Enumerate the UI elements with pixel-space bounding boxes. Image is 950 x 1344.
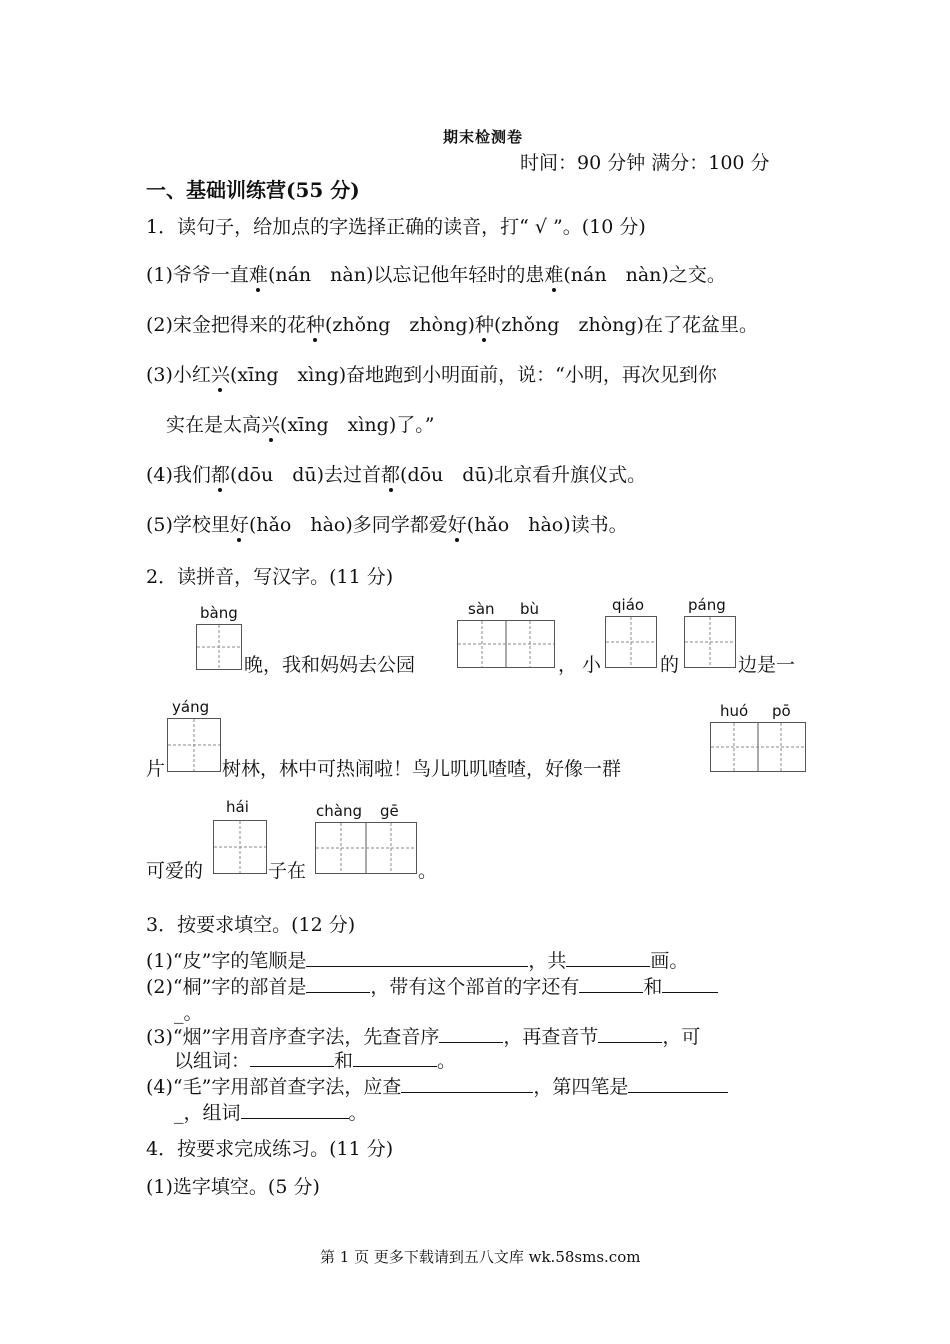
q2-text-shulin: 树林，林中可热闹啦！鸟儿叽叽喳喳，好像一群 (222, 758, 622, 780)
pinyin-bang: bàng (200, 604, 238, 622)
q3-line-2: (2)“桐”字的部首是 ，带有这个部首的字还有 和 (146, 972, 718, 999)
pinyin-hai: hái (226, 798, 249, 816)
blank[interactable] (598, 1025, 662, 1043)
q2-text-comma: ， (558, 654, 578, 676)
q2-text-xiao: 小 (582, 654, 602, 676)
q3-line-1: (1)“皮”字的笔顺是 ，共 画。 (146, 950, 689, 972)
q4-sub-1: (1)选字填空。(5 分) (146, 1176, 320, 1198)
pinyin-chang: chàng (316, 802, 362, 820)
page-title: 期末检测卷 (443, 128, 524, 146)
page-footer: 第 1 页 更多下载请到五八文库 wk.58sms.com (320, 1248, 641, 1266)
q2-text-wan: 晚，我和妈妈去公园 (244, 654, 416, 676)
q3-line-4: (4)“毛”字用部首查字法，应查 ，第四笔是 (146, 1072, 728, 1099)
char-box-pair[interactable] (315, 822, 417, 874)
q4-heading: 4．按要求完成练习。(11 分) (146, 1138, 394, 1160)
section-heading: 一、基础训练营(55 分) (146, 178, 360, 202)
q3-heading: 3．按要求填空。(12 分) (146, 914, 356, 936)
pinyin-yang: yáng (172, 698, 210, 716)
q3-line-3-cont: 以组词： 和 。 (174, 1050, 457, 1072)
char-box[interactable] (605, 616, 657, 668)
pinyin-ge: gē (380, 802, 399, 820)
q1-sentence-1: (1)爷爷一直难(nán nàn)以忘记他年轻时的患难(nán nàn)之交。 (146, 260, 726, 287)
q3-line-3: (3)“烟”字用音序查字法，先查音序 ，再查音节 ，可 (146, 1026, 701, 1048)
pinyin-huo: huó (720, 702, 749, 720)
blank[interactable] (250, 1049, 334, 1067)
q1-sentence-3-cont: 实在是太高兴(xīng xìng)了。” (166, 410, 434, 437)
pinyin-po: pō (772, 702, 791, 720)
q2-text-pian: 片 (146, 758, 166, 780)
char-box-pair[interactable] (710, 722, 806, 772)
exam-meta: 时间：90 分钟 满分：100 分 (520, 152, 770, 174)
blank[interactable] (439, 1025, 503, 1043)
pinyin-san: sàn (468, 600, 495, 618)
q2-heading: 2．读拼音，写汉字。(11 分) (146, 566, 394, 588)
pinyin-pang: páng (688, 596, 726, 614)
char-box[interactable] (213, 820, 267, 874)
pinyin-qiao: qiáo (612, 596, 645, 614)
q2-text-end: 。 (418, 860, 438, 882)
q1-heading: 1．读句子，给加点的字选择正确的读音，打“ √ ”。(10 分) (146, 216, 646, 238)
blank[interactable] (401, 1075, 533, 1093)
blank[interactable] (566, 949, 650, 967)
q1-sentence-5: (5)学校里好(hǎo hào)多同学都爱好(hǎo hào)读书。 (146, 510, 628, 537)
q1-sentence-2: (2)宋金把得来的花种(zhǒng zhòng)种(zhǒng zhòng)在了花盆里。 (146, 310, 758, 337)
q2-text-keai: 可爱的 (146, 860, 204, 882)
blank[interactable] (306, 949, 528, 967)
blank[interactable] (306, 975, 370, 993)
q2-text-zizai: 子在 (268, 860, 307, 882)
q2-text-de: 的 (660, 654, 680, 676)
char-box[interactable] (167, 718, 221, 772)
blank[interactable] (628, 1075, 728, 1093)
char-box[interactable] (684, 616, 736, 668)
blank[interactable] (662, 975, 718, 993)
q3-line-2-cont: _。 (174, 1002, 203, 1024)
pinyin-bu: bù (520, 600, 540, 618)
blank[interactable] (241, 1101, 349, 1119)
char-box[interactable] (196, 624, 242, 670)
q1-sentence-3: (3)小红兴(xīng xìng)奋地跑到小明面前，说：“小明，再次见到你 (146, 360, 717, 387)
q3-line-4-cont: _，组词 。 (174, 1102, 368, 1124)
blank[interactable] (579, 975, 643, 993)
blank[interactable] (353, 1049, 437, 1067)
char-box-pair[interactable] (457, 620, 555, 668)
q2-text-bian: 边是一 (738, 654, 796, 676)
q1-sentence-4: (4)我们都(dōu dū)去过首都(dōu dū)北京看升旗仪式。 (146, 460, 646, 487)
